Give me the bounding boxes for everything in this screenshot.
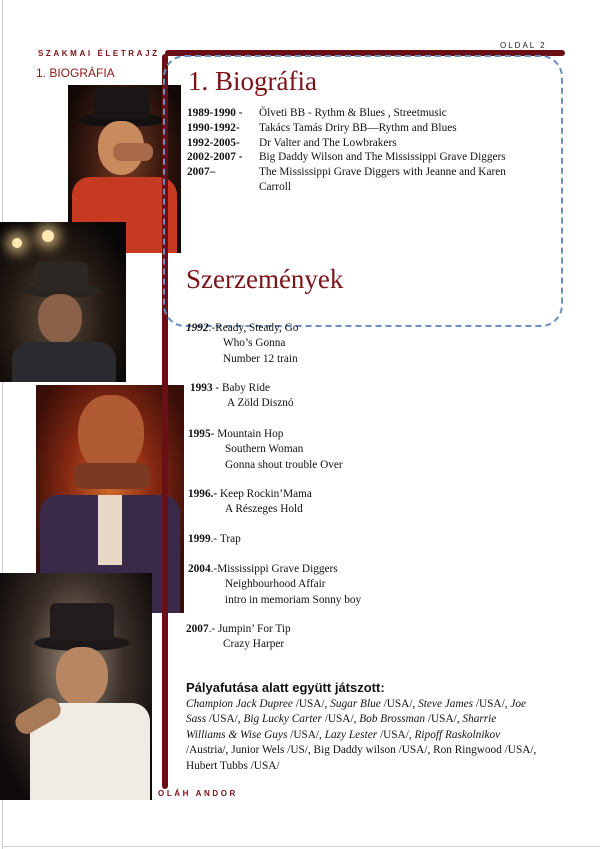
biography-entry: [187, 121, 537, 136]
composition-group: [186, 321, 298, 367]
composition-song: Southern Woman: [225, 443, 304, 456]
collaborator-name: Big Lucky Carter: [243, 713, 322, 726]
section-label: 1. BIOGRÁFIA: [36, 66, 115, 80]
harmonica-player-photo-4: [0, 573, 152, 800]
biography-years: 2002-2007 -: [187, 151, 243, 164]
collaborator-name: Sugar Blue: [330, 698, 381, 710]
biography-years: 1990-1992-: [187, 121, 240, 134]
composition-year: 1992: [186, 322, 209, 334]
composition-group: [186, 622, 291, 653]
composition-song: 1999.- Trap: [188, 533, 241, 545]
biography-text: The Mississippi Grave Diggers with Jeanne and Karen Carroll: [259, 166, 506, 193]
composition-song: Neighbourhood Affair: [225, 578, 326, 591]
collaborator-name: Ripoff Raskolnikov: [414, 728, 501, 741]
collaborations-title: Pályafutása alatt együtt játszott:: [186, 680, 385, 695]
composition-song: A Zöld Disznó: [227, 397, 294, 410]
biography-entry: [187, 150, 537, 165]
composition-song: intro in memoriam Sonny boy: [225, 593, 362, 606]
biography-text: Ölveti BB - Rythm & Blues , Streetmusic: [259, 107, 447, 119]
biography-years: 2007–: [187, 166, 216, 179]
composition-song: 1993 - Baby Ride: [190, 382, 271, 394]
composition-song: 1996.- Keep Rockin’Mama: [188, 488, 312, 500]
collaborator-name: Bob Brossman: [359, 713, 426, 726]
collaborator-name: Lazy Lester: [324, 728, 378, 741]
collaborator-name: Sharrie Williams & Wise Guys: [186, 713, 497, 741]
composition-group: [188, 427, 343, 473]
biography-years: 1992-2005-: [187, 136, 240, 149]
composition-song: Gonna shout trouble Over: [225, 458, 343, 471]
footer-author: OLÁH ANDOR: [158, 789, 238, 798]
biography-entry: [187, 106, 537, 121]
biography-entry: [187, 136, 537, 151]
composition-song: Who’s Gonna: [223, 337, 286, 350]
biography-text: Dr Valter and The Lowbrakers: [259, 136, 397, 149]
biography-text: Takács Tamás Driry BB—Rythm and Blues: [259, 121, 457, 134]
collaborator-name: Joe Sass: [186, 698, 527, 726]
collaborations-text: Champion Jack Dupree /USA/, Sugar Blue /USA/, Steve James /USA/, Joe Sass /USA/, Big Lucky Carter /USA/, Bob Brossman /USA/, Sharrie Williams & Wise Guys /USA/, Lazy Lester /USA/, Ripoff Raskolnikov /Austria/, Junior Wels /US/, Big Daddy wilson /USA/, Ron Ringwood /USA/, Hubert Tubbs /USA/: [186, 698, 537, 772]
composition-group: [188, 562, 361, 608]
composition-group: [190, 381, 294, 412]
compositions-title: Szerzemények: [186, 264, 344, 294]
biography-years: 1989-1990 -: [187, 107, 243, 119]
composition-year: 2004: [188, 563, 211, 575]
composition-year: 1995: [188, 428, 211, 440]
composition-song: 1992.-Ready, Steady, Go: [186, 322, 299, 334]
composition-song: A Részeges Hold: [225, 503, 303, 516]
biography-entry: [187, 165, 537, 195]
composition-song: Crazy Harper: [223, 638, 285, 651]
harmonica-player-photo-2: [0, 222, 126, 382]
composition-song: 1995- Mountain Hop: [188, 428, 284, 440]
composition-group: [188, 532, 241, 547]
page-edge-bottom: [2, 846, 600, 847]
composition-song: 2004.-Mississippi Grave Diggers: [188, 563, 338, 575]
composition-year: 1999: [188, 533, 211, 545]
collaborator-name: Steve James: [418, 698, 474, 710]
collaborator-name: Champion Jack Dupree: [186, 698, 293, 710]
composition-song: Number 12 train: [223, 352, 298, 365]
composition-group: [188, 487, 312, 518]
composition-year: 1996.-: [188, 488, 218, 500]
biography-list: [187, 106, 537, 195]
composition-year: 2007: [186, 623, 209, 635]
header-label: SZAKMAI ÉLETRAJZ: [38, 49, 160, 58]
biography-title: 1. Biográfia: [188, 66, 317, 96]
composition-song: 2007.- Jumpin’ For Tip: [186, 623, 291, 635]
page-number: OLDAL 2: [500, 41, 547, 50]
biography-text: Big Daddy Wilson and The Mississippi Grave Diggers: [259, 151, 506, 164]
composition-year: 1993: [190, 382, 213, 394]
